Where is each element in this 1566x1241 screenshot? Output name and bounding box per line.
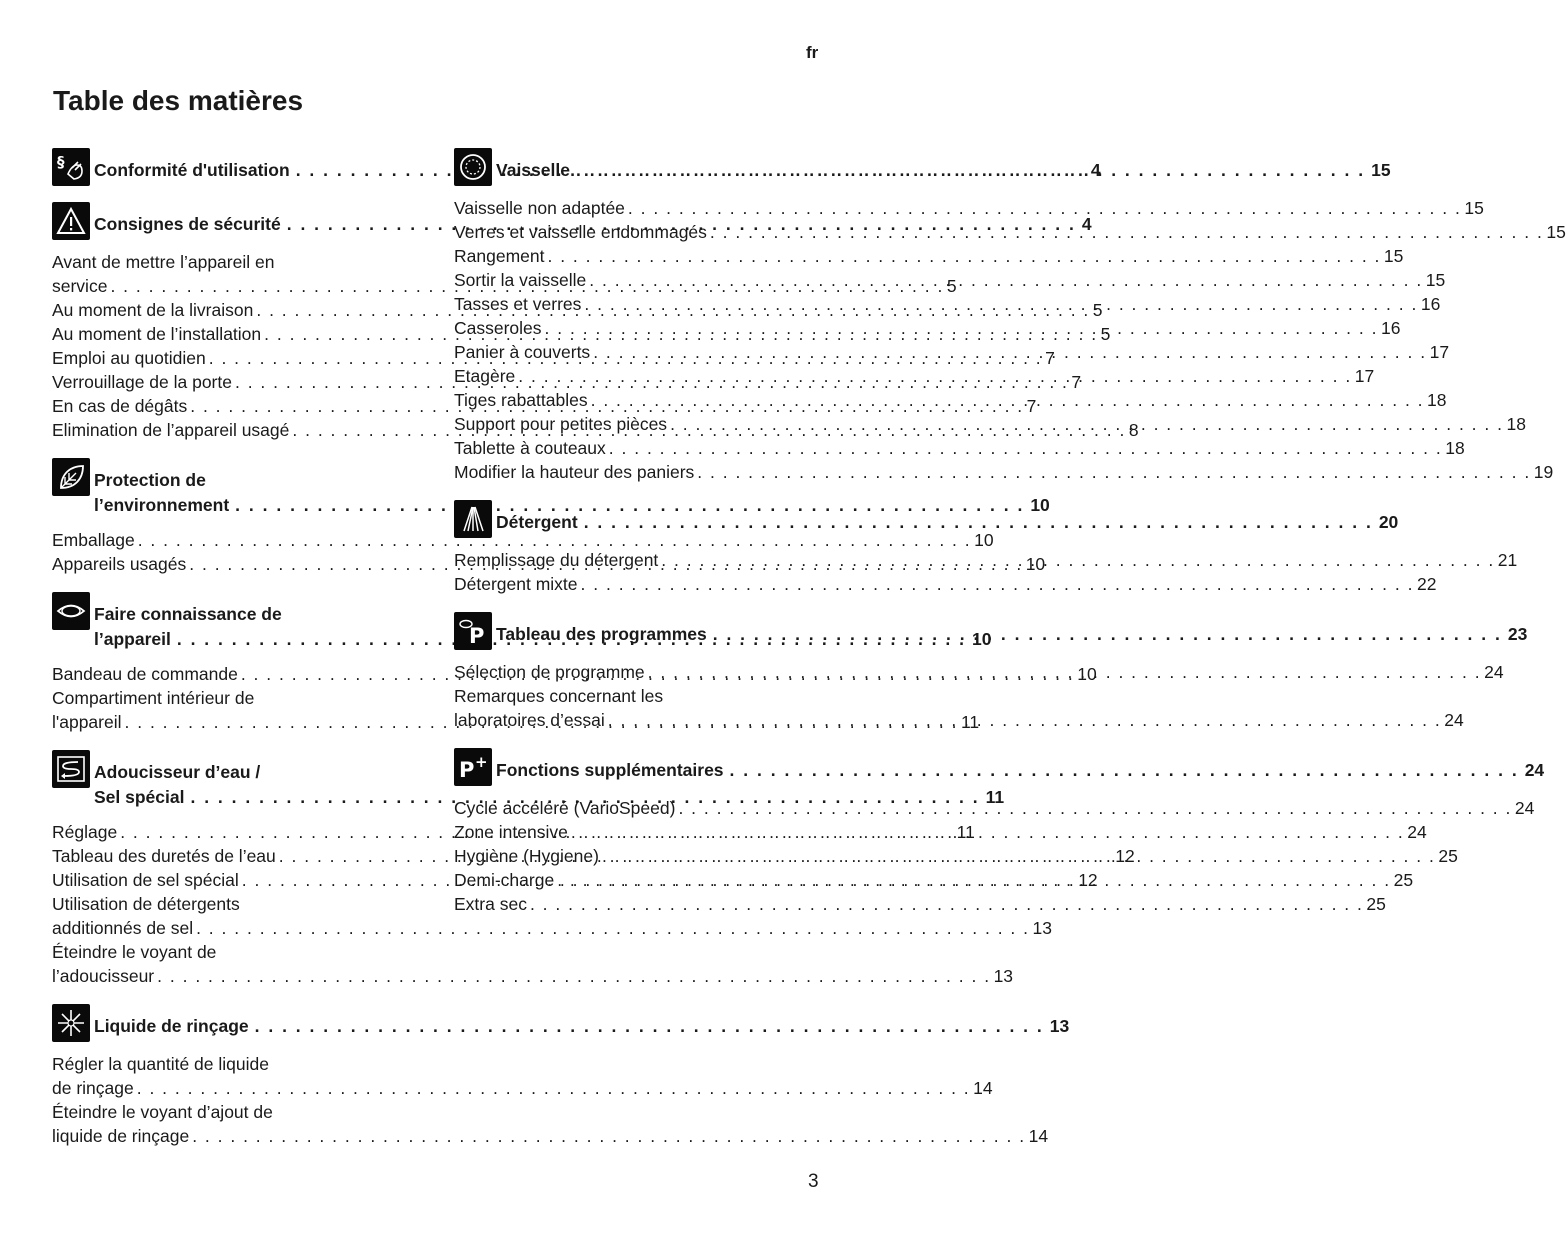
entry-page-number: 5	[1092, 300, 1103, 320]
entry-page-number: 24	[1484, 662, 1504, 682]
dot-leader	[609, 436, 1442, 460]
entry-page-number: 21	[1497, 550, 1518, 570]
entry-page-number: 15	[1425, 270, 1446, 290]
water-softener-icon	[52, 750, 90, 788]
section-page-number: 13	[1049, 1016, 1070, 1036]
toc-section	[52, 1004, 1070, 1148]
entry-title: Tablette à couteaux	[454, 438, 606, 458]
dot-leader	[584, 510, 1373, 535]
svg-text:P: P	[459, 758, 475, 782]
entry-title: Éteindre le voyant de	[52, 942, 217, 962]
entry-page-number: 11	[960, 712, 980, 732]
entry-page-number: 10	[974, 530, 994, 550]
section-heading[interactable]	[454, 748, 1545, 786]
entry-page-number: 12	[1115, 846, 1135, 866]
entry-title: Détergent mixte	[454, 574, 578, 594]
section-page-number: 11	[985, 787, 1005, 807]
language-code: fr	[806, 43, 819, 62]
entry-title: Éteindre le voyant d’ajout de	[52, 1102, 273, 1122]
entry-page-number: 25	[1393, 870, 1414, 890]
entry-title: Utilisation de sel spécial	[52, 870, 239, 890]
toc-entry[interactable]	[454, 460, 1554, 484]
program-p-icon	[454, 612, 492, 650]
entry-title: Modifier la hauteur des paniers	[454, 462, 695, 482]
entry-page-number: 15	[1546, 222, 1566, 242]
entry-title: Cycle accéléré (VarioSpeed)	[454, 798, 676, 818]
entry-title: Au moment de la livraison	[52, 300, 254, 320]
toc-entry[interactable]	[454, 572, 1437, 596]
rinse-aid-sparkle-icon	[52, 1004, 90, 1042]
entry-title: Hygiène (Hygiene)	[454, 846, 599, 866]
toc-entry[interactable]	[454, 364, 1375, 388]
entry-page-number: 10	[1025, 554, 1046, 574]
dot-leader	[628, 196, 1461, 220]
entry-title: Sélection de programme	[454, 662, 645, 682]
section-page-number: 23	[1507, 624, 1528, 644]
entry-title: Tableau des duretés de l’eau	[52, 846, 276, 866]
section-hand-icon	[52, 148, 90, 186]
section-title: l’appareil	[94, 629, 171, 649]
toc-entry[interactable]	[454, 412, 1526, 436]
svg-text:+: +	[475, 753, 488, 771]
entry-page-number: 17	[1354, 366, 1375, 386]
dot-leader	[602, 844, 1435, 868]
section-page-number: 20	[1378, 512, 1399, 532]
entry-page-number: 14	[973, 1078, 993, 1098]
entry-page-number: 19	[1533, 462, 1554, 482]
dot-leader	[557, 868, 1390, 892]
entry-title: additionnés de sel	[52, 918, 194, 938]
toc-entry[interactable]	[454, 196, 1484, 220]
entry-title: Réglage	[52, 822, 118, 842]
dot-leader	[192, 1124, 1025, 1148]
entry-page-number: 25	[1438, 846, 1458, 866]
dot-leader	[697, 460, 1530, 484]
section-page-number: 10	[1030, 495, 1050, 515]
section-title: Détergent	[496, 512, 578, 532]
dot-leader	[157, 964, 990, 988]
entry-page-number: 25	[1366, 894, 1386, 914]
svg-text:P: P	[469, 624, 485, 648]
warning-triangle-icon	[52, 202, 90, 240]
entry-title: Tasses et verres	[454, 294, 582, 314]
section-title: Consignes de sécurité	[94, 214, 281, 234]
entry-title: Casseroles	[454, 318, 542, 338]
entry-title: Emploi au quotidien	[52, 348, 206, 368]
entry-title: Au moment de l’installation	[52, 324, 262, 344]
dot-leader	[576, 158, 1365, 183]
entry-page-number: 15	[1383, 246, 1404, 266]
entry-title: Utilisation de détergents	[52, 894, 240, 914]
toc-entry[interactable]	[454, 340, 1450, 364]
entry-page-number: 17	[1429, 342, 1450, 362]
entry-page-number: 14	[1028, 1126, 1049, 1146]
entry-title: Verrouillage de la porte	[52, 372, 232, 392]
entry-title: Bandeau de commande	[52, 664, 238, 684]
entry-page-number: 7	[1045, 348, 1055, 368]
toc-entry[interactable]	[454, 316, 1401, 340]
section-page-number: 4	[1090, 160, 1101, 180]
toc-entry[interactable]	[52, 1052, 993, 1100]
entry-page-number: 13	[1032, 918, 1052, 938]
entry-title: de rinçage	[52, 1078, 134, 1098]
entry-page-number: 11	[956, 822, 975, 842]
dot-leader	[571, 820, 1404, 844]
dot-leader	[547, 244, 1380, 268]
dot-leader	[584, 292, 1417, 316]
dot-leader	[255, 1014, 1044, 1039]
entry-title: liquide de rinçage	[52, 1126, 190, 1146]
entry-title: Avant de mettre l’appareil en	[52, 252, 275, 272]
dot-leader	[678, 796, 1511, 820]
entry-title: service	[52, 276, 108, 296]
entry-page-number: 5	[946, 276, 957, 296]
toc-entry[interactable]	[52, 528, 994, 552]
entry-title: Elimination de l’appareil usagé	[52, 420, 290, 440]
entry-page-number: 8	[1128, 420, 1139, 440]
dishes-plate-icon	[454, 148, 492, 186]
entry-title: Régler la quantité de liquide	[52, 1054, 269, 1074]
section-title: Tableau des programmes	[496, 624, 707, 644]
section-page-number: 24	[1524, 760, 1545, 780]
dot-leader	[730, 758, 1519, 783]
entry-page-number: 22	[1416, 574, 1437, 594]
entry-title: l'appareil	[52, 712, 122, 732]
dot-leader	[581, 572, 1414, 596]
toc-entry[interactable]	[454, 292, 1441, 316]
entry-page-number: 7	[1071, 372, 1082, 392]
section-title: l’environnement	[94, 495, 230, 515]
entry-title: Compartiment intérieur de	[52, 688, 255, 708]
entry-page-number: 18	[1445, 438, 1465, 458]
entry-title: Appareils usagés	[52, 554, 187, 574]
dot-leader	[670, 412, 1503, 436]
page-number: 3	[808, 1171, 819, 1192]
dot-leader	[589, 268, 1422, 292]
entry-title: Demi-charge	[454, 870, 555, 890]
section-title: Liquide de rinçage	[94, 1016, 249, 1036]
entry-title: l’adoucisseur	[52, 966, 155, 986]
toc-entry[interactable]	[454, 436, 1465, 460]
entry-title: Remplissage du détergent	[454, 550, 659, 570]
section-heading[interactable]	[454, 148, 1391, 186]
toc-entry[interactable]	[52, 940, 1014, 988]
entry-page-number: 12	[1078, 870, 1098, 890]
toc-entry[interactable]	[454, 244, 1404, 268]
toc-section	[454, 148, 1566, 484]
entry-page-number: 10	[1077, 664, 1097, 684]
section-title: Protection de	[94, 470, 206, 490]
entry-page-number: 7	[1026, 396, 1037, 416]
toc-entry[interactable]	[454, 268, 1446, 292]
dot-leader	[137, 1076, 970, 1100]
entry-page-number: 24	[1444, 710, 1464, 730]
entry-page-number: 15	[1464, 198, 1484, 218]
entry-title: Support pour petites pièces	[454, 414, 668, 434]
page-title: Table des matières	[53, 85, 304, 116]
entry-title: Vaisselle non adaptée	[454, 198, 625, 218]
toc-entry[interactable]	[454, 892, 1386, 916]
entry-title: Emballage	[52, 530, 135, 550]
toc-entry[interactable]	[52, 1100, 1049, 1148]
entry-page-number: 5	[1100, 324, 1111, 344]
entry-title: Verres et vaisselle endommagés	[454, 222, 707, 242]
section-heading[interactable]	[52, 1004, 1070, 1042]
section-page-number: 4	[1081, 214, 1092, 234]
entry-page-number: 16	[1380, 318, 1401, 338]
section-title: Vaisselle	[496, 160, 570, 180]
entry-page-number: 24	[1407, 822, 1427, 842]
section-title: Faire connaissance de	[94, 604, 282, 624]
p-plus-icon	[454, 748, 492, 786]
entry-title: Zone intensive	[454, 822, 568, 842]
entry-title: Rangement	[454, 246, 545, 266]
eye-icon	[52, 592, 90, 630]
entry-page-number: 18	[1427, 390, 1447, 410]
entry-page-number: 16	[1420, 294, 1441, 314]
dot-leader	[518, 364, 1351, 388]
dot-leader	[710, 220, 1543, 244]
svg-text:§: §	[57, 153, 65, 171]
dot-leader	[608, 708, 1441, 732]
entry-title: Remarques concernant les	[454, 686, 664, 706]
entry-title: Panier à couverts	[454, 342, 591, 362]
detergent-icon	[454, 500, 492, 538]
entry-page-number: 18	[1506, 414, 1526, 434]
entry-title: Tiges rabattables	[454, 390, 588, 410]
section-title: Sel spécial	[94, 787, 185, 807]
toc-entry[interactable]	[454, 220, 1566, 244]
dot-leader	[591, 388, 1424, 412]
section-title: Adoucisseur d’eau /	[94, 762, 261, 782]
entry-title: laboratoires d’essai	[454, 710, 605, 730]
entry-title: En cas de dégâts	[52, 396, 188, 416]
entry-page-number: 24	[1514, 798, 1535, 818]
dot-leader	[545, 316, 1378, 340]
entry-title: Extra sec	[454, 894, 527, 914]
leaf-icon	[52, 458, 90, 496]
section-page-number: 10	[971, 629, 992, 649]
entry-title: Sortir la vaisselle	[454, 270, 587, 290]
dot-leader	[593, 340, 1426, 364]
dot-leader	[530, 892, 1363, 916]
section-title: Fonctions supplémentaires	[496, 760, 724, 780]
section-title: Conformité d'utilisation	[94, 160, 290, 180]
dot-leader	[713, 622, 1502, 647]
toc-entry[interactable]	[454, 388, 1447, 412]
dot-leader	[648, 660, 1481, 684]
dot-leader	[661, 548, 1494, 572]
entry-page-number: 13	[993, 966, 1014, 986]
section-page-number: 15	[1371, 160, 1391, 180]
entry-title: Etagère	[454, 366, 516, 386]
